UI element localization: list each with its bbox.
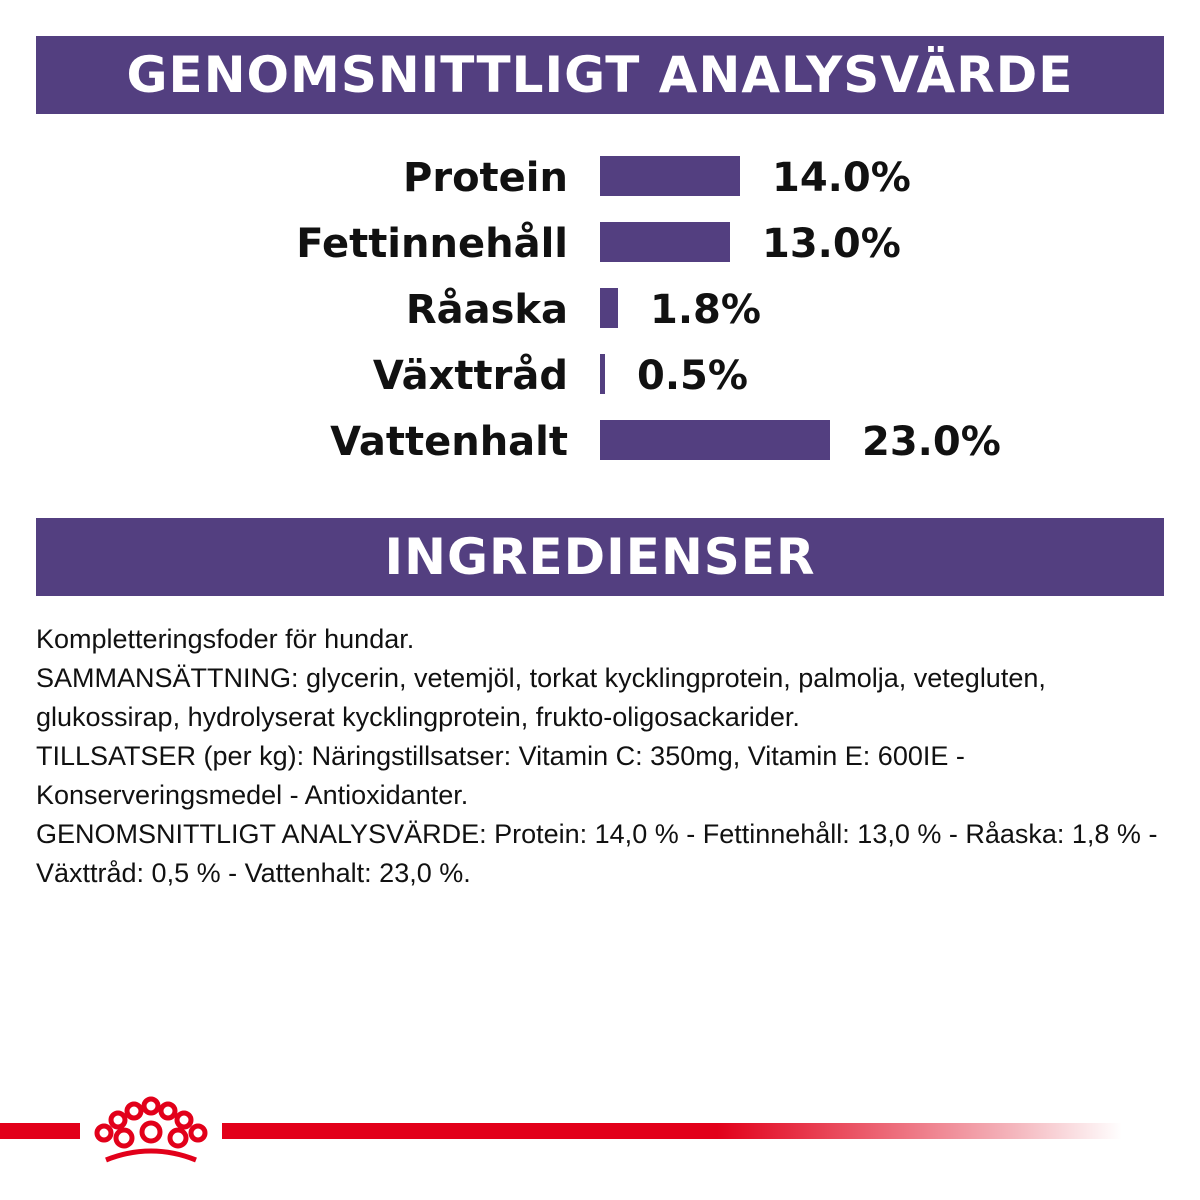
value-label: 0.5% bbox=[637, 353, 748, 399]
category-label: Växttråd bbox=[372, 353, 568, 399]
brand-line-left bbox=[0, 1123, 80, 1139]
brand-footer bbox=[0, 1090, 1200, 1180]
bar bbox=[600, 420, 830, 460]
value-label: 13.0% bbox=[762, 221, 901, 267]
bar bbox=[600, 222, 730, 262]
category-label: Fettinnehåll bbox=[296, 221, 568, 267]
value-label: 23.0% bbox=[862, 419, 1001, 465]
bar bbox=[600, 354, 605, 394]
category-label: Råaska bbox=[405, 287, 568, 333]
ingredients-line: SAMMANSÄTTNING: glycerin, vetemjöl, torkat kycklingprotein, palmolja, vetegluten, glukossirap, hydrolyserat kycklingprotein, frukto-oligosackarider. bbox=[36, 663, 1046, 732]
analysis-title-banner bbox=[36, 36, 1164, 114]
bar bbox=[600, 156, 740, 196]
analysis-title: GENOMSNITTLIGT ANALYSVÄRDE bbox=[126, 46, 1074, 104]
ingredients-text bbox=[36, 620, 1166, 893]
ingredients-line: GENOMSNITTLIGT ANALYSVÄRDE: Protein: 14,0 % - Fettinnehåll: 13,0 % - Råaska: 1,8 % - Växttråd: 0,5 % - Vattenhalt: 23,0 %. bbox=[36, 819, 1158, 888]
bar bbox=[600, 288, 618, 328]
brand-line-right bbox=[222, 1123, 1122, 1139]
royal-crown-icon bbox=[84, 1094, 218, 1174]
ingredients-line: TILLSATSER (per kg): Näringstillsatser: Vitamin C: 350mg, Vitamin E: 600IE - Konserveringsmedel - Antioxidanter. bbox=[36, 741, 965, 810]
category-label: Vattenhalt bbox=[330, 419, 568, 465]
value-label: 1.8% bbox=[650, 287, 761, 333]
category-label: Protein bbox=[403, 155, 568, 201]
ingredients-line: Kompletteringsfoder för hundar. bbox=[36, 624, 415, 654]
value-label: 14.0% bbox=[772, 155, 911, 201]
analysis-bar-chart bbox=[0, 130, 1200, 490]
ingredients-title-banner bbox=[36, 518, 1164, 596]
ingredients-title: INGREDIENSER bbox=[384, 528, 816, 586]
